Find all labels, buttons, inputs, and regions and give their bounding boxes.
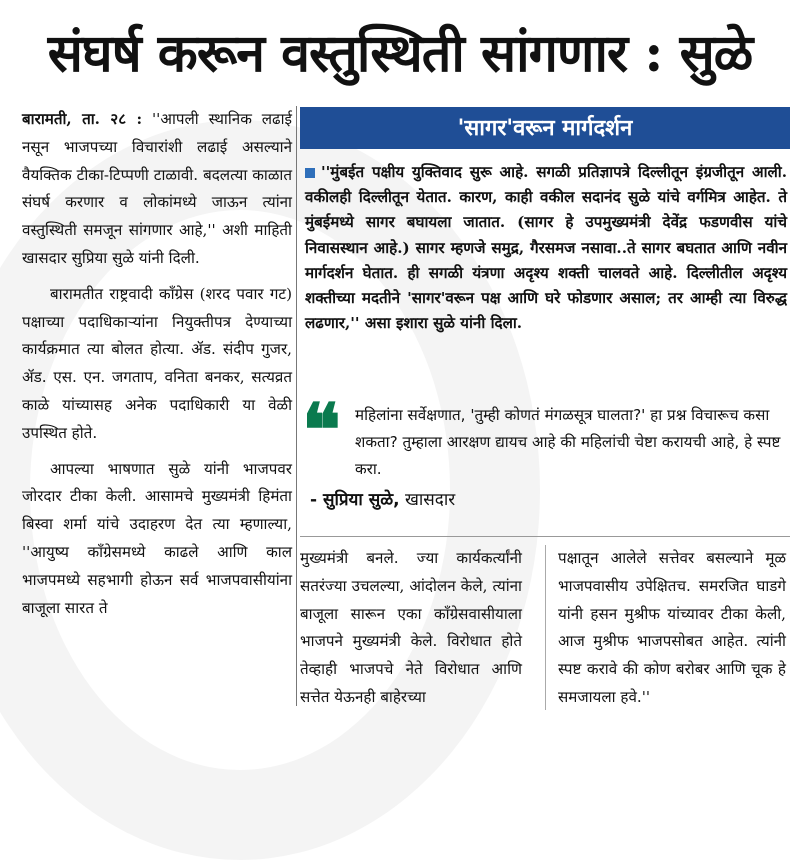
dateline: बारामती, ता. २८ : [22,110,143,128]
quote-mark-icon: ❝ [302,387,341,472]
quote-text: महिलांना सर्वेक्षणात, 'तुम्ही कोणतं मंगळसूत्र घालता?' हा प्रश्न विचारूच कसा शकता? तुम्हाला आरक्षण द्यायच आहे की महिलांची चेष्टा करायची आहे, हे स्पष्ट करा. [355,406,781,478]
box-text-body: ''मुंबईत पक्षीय युक्तिवाद सुरू आहे. सगळी प्रतिज्ञापत्रे दिल्लीतून इंग्रजीतून आली. वकीलही दिल्लीतून येतात. कारण, काही वकील सदानंद सुळे यांचे वर्गमित्र आहेत. ते मुंबईमध्ये सागर बघायला जातात. (सागर हे उपमुख्यमंत्री देवेंद्र फडणवीस यांचे निवासस्थान आहे.) सागर म्हणजे समुद्र, गैरसमज नसावा..ते सागर बघतात आणि नवीन मार्गदर्शन घेतात. ही सगळी यंत्रणा अदृश्य शक्ती चालवते आहे. दिल्लीतील अदृश्य शक्तीच्या मदतीने 'सागर'वरून पक्ष आणि घरे फोडणार असाल; तर आम्ही त्या विरुद्ध लढणार,'' असा इशारा सुळे यांनी दिला. [305,163,787,333]
paragraph-3: आपल्या भाषणात सुळे यांनी भाजपवर जोरदार टीका केली. आसामचे मुख्यमंत्री हिमंता बिस्वा शर्मा यांचे उदाहरण देत त्या म्हणाल्या, ''आयुष्य काँग्रेसमध्ये काढले आणि काल भाजपमध्ये सहभागी होऊन सर्व भाजपवासीयांना बाजूला सारत ते [22,459,292,617]
column-right [558,545,786,715]
paragraph-1 [22,106,292,273]
column-middle-text: मुख्यमंत्री बनले. ज्या कार्यकर्त्यांनी सतरंज्या उचलल्या, आंदोलन केले, त्यांना बाजूला सारून एका काँग्रेसवासीयाला भाजपने मुख्यमंत्री केले. विरोधात होते तेव्हाही भाजपचे नेते विरोधात आणि सत्तेत येऊनही बाहेरच्या [300,549,522,706]
quote-author-name: - सुप्रिया सुळे, [310,490,400,510]
paragraph-2: बारामतीत राष्ट्रवादी काँग्रेस (शरद पवार गट) पक्षाच्या पदाधिकाऱ्यांना नियुक्तीपत्र देण्याच्या कार्यक्रमात त्या बोलत होत्या. ॲड. संदीप गुजर, ॲड. एस. एन. जगताप, वनिता बनकर, सत्यव्रत काळे यांच्यासह अनेक पदाधिकारी या वेळी उपस्थित होते. [22,284,292,442]
headline: संघर्ष करून वस्तुस्थिती सांगणार : सुळे [47,23,753,84]
square-bullet-icon [305,168,315,178]
paragraph-1-text: ''आपली स्थानिक लढाई नसून भाजपच्या विचारांशी लढाई असल्याने वैयक्तिक टीका-टिप्पणी टाळावी. बदलत्या काळात संघर्ष करणार व लोकांमध्ये जाऊन त्यांना वस्तुस्थिती समजून सांगणार आहे,'' अशी माहिती खासदार सुप्रिया सुळे यांनी दिली. [22,110,292,267]
column-right-text: पक्षातून आलेले सत्तेवर बसल्याने मूळ भाजपवासीय उपेक्षितच. समरजित घाडगे यांनी हसन मुश्रीफ यांच्यावर टीका केली, आज मुश्रीफ भाजपसोबत आहेत. त्यांनी स्पष्ट करावे की कोण बरोबर आणि चूक हे समजायला हवे.'' [558,549,786,706]
pull-quote [300,387,790,530]
column-divider-2 [545,545,546,710]
column-left [22,106,292,706]
quote-author [310,486,780,514]
box-text [305,160,787,380]
column-divider [296,106,297,706]
box-heading: 'सागर'वरून मार्गदर्शन [300,107,790,149]
section-divider [300,536,790,537]
column-middle [300,545,522,715]
quote-author-title: खासदार [405,490,456,510]
